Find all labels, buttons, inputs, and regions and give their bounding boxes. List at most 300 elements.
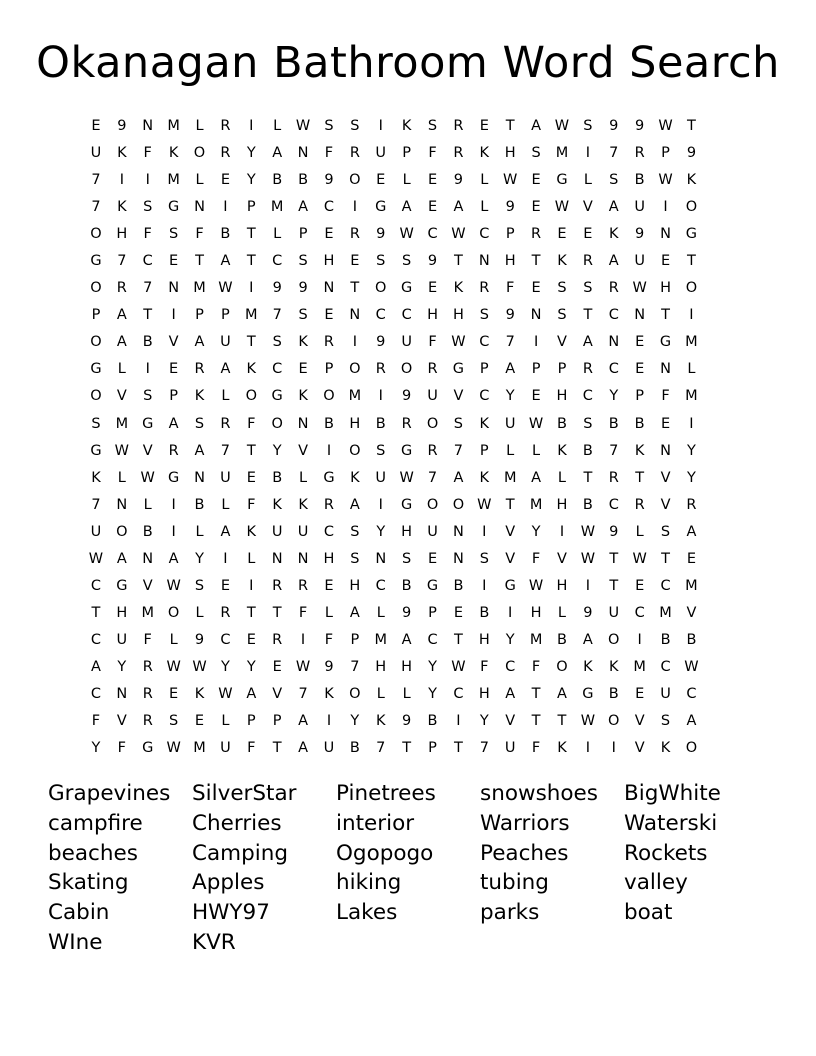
word-list-item: HWY97: [192, 900, 270, 926]
grid-letter: L: [195, 604, 204, 621]
grid-letter: F: [324, 145, 334, 162]
grid-letter: W: [632, 280, 647, 297]
grid-letter: E: [635, 361, 645, 378]
grid-letter: W: [140, 469, 155, 486]
grid-letter: I: [378, 118, 383, 134]
grid-letter: M: [555, 145, 569, 162]
grid-letter: F: [143, 226, 152, 243]
grid-letter: T: [246, 226, 256, 243]
grid-letter: N: [660, 226, 671, 243]
grid-letter: B: [272, 172, 283, 189]
grid-letter: R: [401, 415, 412, 432]
grid-letter: C: [272, 361, 283, 378]
grid-letter: U: [271, 523, 283, 540]
grid-letter: S: [557, 307, 567, 324]
grid-letter: I: [352, 334, 357, 351]
grid-letter: C: [142, 253, 153, 270]
grid-letter: U: [608, 604, 620, 621]
grid-letter: L: [480, 172, 489, 189]
grid-letter: R: [608, 469, 619, 486]
grid-letter: T: [246, 604, 256, 621]
grid-letter: B: [220, 226, 231, 243]
word-list-item: Cherries: [192, 810, 282, 836]
grid-letter: T: [505, 118, 515, 134]
grid-letter: A: [401, 631, 412, 648]
grid-letter: U: [504, 740, 516, 757]
grid-letter: L: [273, 226, 282, 243]
grid-letter: U: [634, 253, 645, 270]
grid-letter: F: [91, 713, 101, 730]
word-list-item: SilverStar: [192, 781, 297, 806]
grid-letter: K: [557, 740, 567, 757]
grid-letter: L: [376, 604, 385, 621]
grid-letter: B: [634, 415, 645, 432]
grid-letter: M: [685, 388, 698, 405]
grid-letter: K: [609, 226, 619, 243]
grid-letter: U: [375, 145, 387, 162]
grid-letter: C: [375, 577, 386, 594]
grid-letter: H: [452, 307, 464, 324]
grid-letter: G: [142, 415, 154, 432]
grid-letter: R: [582, 253, 593, 270]
grid-letter: S: [194, 577, 205, 594]
grid-letter: U: [401, 334, 412, 351]
grid-letter: S: [350, 523, 360, 540]
grid-letter: I: [249, 280, 254, 297]
grid-letter: H: [116, 604, 128, 621]
grid-letter: 7: [479, 740, 489, 757]
grid-letter: S: [194, 415, 205, 432]
grid-letter: U: [375, 469, 387, 486]
grid-letter: M: [193, 280, 206, 297]
grid-letter: I: [352, 199, 357, 216]
grid-letter: H: [478, 685, 490, 702]
grid-letter: R: [142, 713, 153, 730]
grid-letter: 7: [91, 496, 101, 513]
grid-letter: A: [220, 523, 231, 540]
grid-letter: A: [582, 631, 593, 648]
grid-letter: W: [658, 118, 673, 134]
grid-letter: S: [143, 199, 153, 216]
grid-letter: 9: [583, 604, 593, 621]
grid-letter: E: [220, 172, 230, 189]
grid-letter: T: [272, 740, 282, 757]
grid-letter: T: [350, 280, 360, 297]
grid-letter: R: [686, 496, 697, 513]
grid-letter: O: [400, 361, 413, 378]
grid-letter: N: [660, 361, 671, 378]
grid-letter: B: [298, 172, 309, 189]
grid-letter: O: [193, 145, 206, 162]
grid-letter: B: [479, 604, 490, 621]
grid-letter: H: [556, 577, 568, 594]
grid-letter: R: [272, 631, 283, 648]
grid-letter: M: [529, 631, 543, 648]
grid-letter: O: [90, 280, 102, 297]
grid-letter: H: [478, 631, 490, 648]
grid-letter: Y: [531, 523, 541, 540]
grid-letter: S: [143, 388, 153, 405]
grid-letter: I: [663, 199, 668, 216]
grid-letter: Y: [687, 442, 696, 459]
grid-letter: K: [557, 253, 567, 270]
grid-letter: 9: [324, 658, 334, 675]
grid-letter: N: [530, 307, 542, 324]
grid-letter: B: [323, 415, 334, 432]
grid-letter: R: [375, 361, 386, 378]
grid-letter: A: [116, 334, 127, 351]
grid-letter: A: [194, 334, 205, 351]
grid-letter: R: [272, 577, 283, 594]
grid-letter: N: [297, 550, 309, 567]
letter-grid: [83, 113, 704, 762]
grid-letter: O: [323, 388, 335, 405]
grid-letter: M: [167, 118, 180, 134]
grid-letter: S: [583, 415, 593, 432]
grid-letter: P: [505, 226, 515, 243]
grid-letter: N: [297, 145, 309, 162]
grid-letter: N: [660, 442, 671, 459]
grid-letter: R: [453, 145, 464, 162]
grid-letter: O: [426, 496, 439, 513]
grid-letter: I: [171, 496, 176, 513]
grid-letter: S: [479, 550, 489, 567]
grid-letter: G: [582, 685, 594, 702]
grid-letter: L: [324, 604, 333, 621]
grid-letter: W: [295, 118, 311, 134]
grid-letter: N: [478, 253, 490, 270]
grid-letter: C: [634, 604, 645, 621]
grid-letter: E: [427, 172, 438, 189]
grid-letter: O: [116, 523, 128, 540]
grid-letter: E: [246, 469, 256, 486]
grid-letter: M: [245, 307, 258, 324]
grid-letter: L: [247, 550, 256, 567]
word-list-item: Warriors: [480, 810, 570, 836]
grid-letter: V: [582, 199, 593, 216]
grid-letter: O: [167, 604, 180, 621]
grid-letter: W: [166, 740, 181, 757]
grid-letter: B: [349, 740, 360, 757]
grid-letter: L: [506, 442, 515, 459]
grid-letter: W: [166, 577, 181, 594]
grid-letter: O: [90, 334, 102, 351]
grid-letter: W: [218, 685, 233, 702]
word-list-item: interior: [336, 810, 415, 836]
grid-letter: W: [399, 226, 414, 243]
grid-letter: V: [557, 334, 567, 351]
grid-letter: M: [348, 388, 362, 405]
grid-letter: I: [611, 740, 616, 757]
grid-letter: 9: [402, 604, 412, 621]
grid-letter: W: [580, 550, 596, 567]
grid-letter: U: [220, 740, 231, 757]
grid-letter: N: [168, 280, 180, 297]
grid-letter: 9: [635, 226, 645, 243]
grid-letter: S: [376, 442, 386, 459]
grid-letter: V: [686, 604, 697, 621]
grid-letter: V: [168, 334, 179, 351]
grid-letter: L: [402, 685, 411, 702]
grid-letter: L: [583, 172, 592, 189]
grid-letter: A: [531, 118, 542, 134]
grid-letter: S: [350, 550, 360, 567]
grid-letter: R: [298, 577, 309, 594]
grid-letter: W: [192, 658, 207, 675]
grid-letter: G: [271, 388, 283, 405]
grid-letter: T: [531, 253, 541, 270]
grid-letter: S: [298, 253, 308, 270]
grid-letter: E: [583, 226, 593, 243]
grid-letter: N: [634, 307, 646, 324]
grid-letter: L: [376, 685, 385, 702]
grid-letter: 7: [298, 685, 308, 702]
grid-letter: G: [401, 496, 413, 513]
grid-letter: F: [247, 740, 256, 757]
grid-letter: W: [218, 280, 233, 297]
grid-letter: O: [426, 415, 439, 432]
grid-letter: A: [194, 442, 205, 459]
grid-letter: G: [142, 740, 154, 757]
word-list-item: Pinetrees: [336, 781, 436, 806]
grid-letter: B: [272, 469, 283, 486]
grid-letter: U: [220, 469, 231, 486]
word-list-item: Ogopogo: [336, 840, 434, 866]
grid-letter: S: [531, 145, 541, 162]
word-list-item: boat: [624, 900, 673, 926]
grid-letter: S: [453, 415, 464, 432]
grid-letter: N: [375, 550, 387, 567]
grid-letter: A: [686, 713, 697, 730]
grid-letter: E: [427, 550, 438, 567]
grid-letter: I: [249, 577, 254, 594]
grid-letter: I: [689, 415, 694, 432]
grid-letter: I: [171, 523, 176, 540]
grid-letter: 9: [686, 145, 697, 162]
grid-letter: M: [374, 631, 387, 648]
grid-letter: G: [452, 361, 465, 378]
grid-letter: I: [508, 604, 513, 621]
grid-letter: E: [635, 685, 645, 702]
grid-letter: V: [298, 442, 309, 459]
grid-letter: E: [635, 577, 645, 594]
grid-letter: V: [634, 713, 645, 730]
grid-letter: R: [634, 496, 645, 513]
word-list-item: tubing: [480, 870, 549, 896]
grid-letter: T: [635, 469, 645, 486]
grid-letter: N: [608, 334, 620, 351]
grid-letter: 9: [505, 199, 515, 216]
grid-letter: K: [557, 442, 567, 459]
grid-letter: H: [375, 658, 387, 675]
grid-letter: 9: [427, 253, 438, 270]
grid-letter: B: [142, 334, 153, 351]
grid-letter: K: [401, 118, 412, 134]
grid-letter: I: [300, 631, 306, 648]
grid-letter: R: [168, 442, 179, 459]
grid-letter: P: [479, 442, 489, 459]
grid-letter: W: [88, 550, 104, 567]
grid-letter: P: [195, 307, 204, 324]
grid-letter: E: [272, 658, 282, 675]
grid-letter: O: [271, 415, 283, 432]
grid-letter: M: [503, 469, 517, 486]
grid-letter: T: [272, 604, 282, 621]
grid-letter: L: [143, 496, 152, 513]
grid-letter: B: [401, 577, 412, 594]
grid-letter: R: [349, 145, 360, 162]
word-list-item: parks: [480, 900, 540, 926]
grid-letter: G: [401, 280, 413, 297]
grid-letter: 7: [350, 658, 360, 675]
grid-letter: C: [608, 496, 619, 513]
grid-letter: G: [323, 469, 335, 486]
grid-letter: 7: [143, 280, 153, 297]
grid-letter: C: [90, 685, 101, 702]
grid-letter: P: [635, 388, 645, 405]
word-list-item: WIne: [48, 929, 103, 955]
grid-letter: I: [249, 118, 254, 134]
grid-letter: F: [661, 388, 670, 405]
grid-letter: U: [504, 415, 516, 432]
grid-letter: Y: [428, 685, 437, 702]
grid-letter: O: [349, 442, 361, 459]
grid-letter: S: [609, 172, 619, 189]
grid-letter: E: [324, 577, 334, 594]
grid-letter: R: [220, 145, 231, 162]
grid-letter: L: [532, 442, 541, 459]
grid-letter: S: [350, 118, 360, 134]
grid-letter: E: [531, 280, 541, 297]
grid-letter: G: [90, 361, 102, 378]
grid-letter: T: [453, 740, 463, 757]
grid-letter: L: [169, 631, 178, 648]
grid-letter: G: [116, 577, 128, 594]
grid-letter: E: [194, 713, 205, 730]
grid-letter: L: [221, 496, 230, 513]
word-list-item: campfire: [48, 810, 143, 836]
grid-letter: I: [585, 740, 590, 757]
word-list-item: Grapevines: [48, 781, 171, 806]
grid-letter: C: [220, 631, 231, 648]
grid-letter: S: [660, 523, 671, 540]
grid-letter: 9: [453, 172, 464, 189]
grid-letter: 9: [635, 118, 645, 134]
grid-letter: L: [557, 604, 567, 621]
grid-letter: V: [272, 685, 283, 702]
grid-letter: H: [349, 577, 361, 594]
grid-letter: K: [194, 388, 205, 405]
grid-letter: L: [687, 361, 696, 378]
grid-letter: 7: [376, 740, 386, 757]
grid-letter: A: [557, 685, 567, 702]
grid-letter: E: [376, 172, 386, 189]
grid-letter: K: [298, 496, 308, 513]
grid-letter: K: [324, 685, 334, 702]
grid-letter: A: [608, 199, 619, 216]
grid-letter: P: [428, 740, 437, 757]
grid-letter: T: [246, 253, 256, 270]
grid-letter: R: [142, 685, 153, 702]
grid-letter: E: [557, 226, 567, 243]
grid-letter: C: [272, 253, 283, 270]
grid-letter: 9: [376, 334, 386, 351]
grid-letter: W: [554, 199, 570, 216]
grid-letter: 7: [91, 199, 101, 216]
word-list-item: Waterski: [624, 810, 718, 836]
grid-letter: I: [533, 334, 539, 351]
word-list-item: beaches: [48, 840, 138, 866]
grid-letter: S: [169, 226, 179, 243]
grid-letter: W: [684, 658, 699, 675]
grid-letter: E: [427, 280, 438, 297]
grid-letter: E: [660, 253, 671, 270]
grid-letter: I: [378, 388, 383, 405]
grid-letter: R: [220, 118, 231, 134]
grid-letter: C: [90, 631, 101, 648]
grid-letter: T: [661, 307, 670, 324]
word-list-item: Camping: [192, 840, 289, 866]
grid-letter: S: [583, 280, 593, 297]
grid-letter: N: [142, 118, 154, 134]
grid-letter: A: [116, 550, 127, 567]
grid-letter: U: [297, 523, 309, 540]
grid-letter: T: [687, 253, 696, 270]
grid-letter: O: [90, 388, 102, 405]
grid-letter: W: [114, 442, 129, 459]
grid-letter: N: [452, 523, 464, 540]
grid-letter: O: [685, 740, 698, 757]
grid-letter: C: [582, 388, 593, 405]
grid-letter: A: [531, 469, 542, 486]
grid-letter: K: [686, 172, 697, 189]
grid-letter: I: [689, 307, 694, 324]
grid-letter: F: [195, 226, 204, 243]
grid-letter: K: [609, 658, 619, 675]
grid-letter: E: [91, 118, 101, 134]
grid-letter: V: [557, 550, 567, 567]
grid-letter: C: [660, 577, 671, 594]
word-list: [48, 779, 768, 958]
word-list-item: BigWhite: [624, 781, 721, 806]
grid-letter: E: [686, 550, 697, 567]
grid-letter: P: [350, 631, 360, 648]
grid-letter: V: [660, 469, 671, 486]
grid-letter: Y: [195, 550, 204, 567]
grid-letter: F: [428, 334, 437, 351]
grid-letter: O: [245, 388, 257, 405]
word-list-item: KVR: [192, 929, 236, 955]
grid-letter: 7: [117, 253, 127, 270]
grid-letter: T: [583, 307, 593, 324]
grid-letter: W: [166, 658, 181, 675]
grid-letter: H: [323, 253, 335, 270]
grid-letter: R: [142, 658, 153, 675]
grid-letter: A: [401, 199, 412, 216]
grid-letter: E: [324, 307, 334, 324]
grid-letter: C: [660, 658, 671, 675]
grid-letter: O: [452, 496, 465, 513]
grid-letter: K: [634, 442, 645, 459]
grid-letter: Y: [246, 172, 256, 189]
grid-letter: A: [349, 604, 360, 621]
grid-letter: W: [632, 550, 647, 567]
grid-letter: N: [194, 469, 205, 486]
grid-letter: I: [223, 550, 228, 567]
grid-letter: L: [117, 361, 126, 378]
grid-letter: P: [557, 361, 567, 378]
grid-letter: M: [193, 740, 206, 757]
